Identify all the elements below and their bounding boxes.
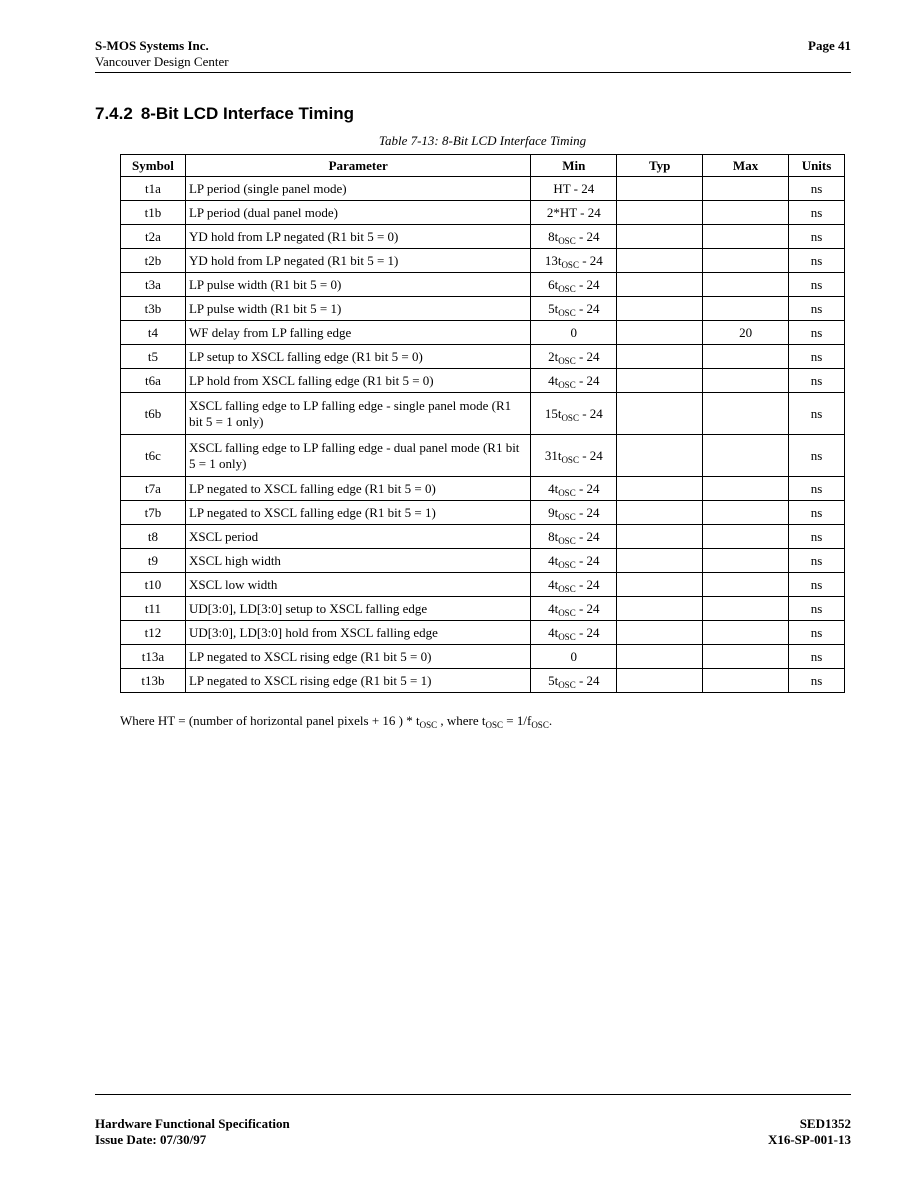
units-cell: ns (789, 369, 845, 393)
min-subscript: OSC (558, 583, 576, 594)
table-row (121, 345, 845, 369)
units-cell: ns (789, 549, 845, 573)
units-cell: ns (789, 525, 845, 549)
typ-cell (617, 645, 703, 669)
min-cell (531, 345, 617, 369)
min-suffix: - 24 (578, 252, 603, 268)
max-cell (703, 177, 789, 201)
max-cell (703, 477, 789, 501)
footnote-subscript: OSC (531, 720, 549, 730)
parameter-cell: LP pulse width (R1 bit 5 = 1) (185, 297, 530, 321)
min-suffix: - 24 (575, 672, 600, 688)
timing-table (120, 154, 845, 693)
section-heading (95, 104, 354, 124)
min-suffix: - 24 (575, 600, 600, 616)
min-suffix: - 24 (575, 276, 600, 292)
issue-date: Issue Date: 07/30/97 (95, 1132, 207, 1147)
symbol-cell: t1a (121, 177, 186, 201)
typ-cell (617, 321, 703, 345)
min-cell (531, 597, 617, 621)
footnote-subscript: OSC (485, 720, 504, 730)
page-header-left (95, 38, 229, 70)
table-row (121, 645, 845, 669)
parameter-cell: LP period (dual panel mode) (185, 201, 530, 225)
min-subscript: OSC (558, 355, 576, 366)
min-suffix: - 24 (575, 576, 600, 592)
parameter-cell: LP negated to XSCL falling edge (R1 bit 5 = 1) (185, 501, 530, 525)
typ-cell (617, 273, 703, 297)
min-suffix: - 24 (575, 552, 600, 568)
parameter-cell: LP period (single panel mode) (185, 177, 530, 201)
max-cell (703, 621, 789, 645)
units-cell: ns (789, 321, 845, 345)
max-cell (703, 369, 789, 393)
footnote-text: = 1/f (503, 713, 532, 728)
min-suffix: - 24 (575, 300, 600, 316)
typ-cell (617, 501, 703, 525)
table-row (121, 525, 845, 549)
min-cell (531, 669, 617, 693)
min-value: 4t (548, 624, 559, 640)
design-center: Vancouver Design Center (95, 54, 229, 69)
symbol-cell: t6a (121, 369, 186, 393)
min-cell (531, 645, 617, 669)
typ-cell (617, 597, 703, 621)
footnote (120, 713, 552, 729)
min-value: 9t (548, 504, 559, 520)
min-subscript: OSC (558, 607, 576, 618)
footnote-subscript: OSC (419, 720, 438, 730)
min-subscript: OSC (561, 454, 579, 465)
min-suffix: - 24 (575, 372, 600, 388)
typ-cell (617, 621, 703, 645)
min-suffix: - 24 (578, 405, 603, 421)
units-cell: ns (789, 597, 845, 621)
min-cell (531, 297, 617, 321)
column-header-parameter: Parameter (185, 155, 530, 177)
min-suffix: - 24 (575, 624, 600, 640)
typ-cell (617, 225, 703, 249)
table-row (121, 321, 845, 345)
parameter-cell: XSCL low width (185, 573, 530, 597)
max-cell (703, 273, 789, 297)
table-row (121, 249, 845, 273)
typ-cell (617, 477, 703, 501)
units-cell: ns (789, 645, 845, 669)
typ-cell (617, 573, 703, 597)
max-cell (703, 549, 789, 573)
min-value: 2*HT - 24 (546, 204, 601, 220)
column-header-max: Max (703, 155, 789, 177)
parameter-cell: WF delay from LP falling edge (185, 321, 530, 345)
max-cell (703, 525, 789, 549)
table-row (121, 621, 845, 645)
min-value: 4t (548, 552, 559, 568)
symbol-cell: t7a (121, 477, 186, 501)
typ-cell (617, 549, 703, 573)
min-cell (531, 369, 617, 393)
table-row (121, 501, 845, 525)
table-header-row (121, 155, 845, 177)
parameter-cell: YD hold from LP negated (R1 bit 5 = 1) (185, 249, 530, 273)
max-cell (703, 669, 789, 693)
min-cell (531, 273, 617, 297)
symbol-cell: t7b (121, 501, 186, 525)
min-value: 4t (548, 600, 559, 616)
units-cell: ns (789, 297, 845, 321)
typ-cell (617, 435, 703, 477)
section-title: 8-Bit LCD Interface Timing (140, 104, 354, 123)
typ-cell (617, 297, 703, 321)
table-row (121, 177, 845, 201)
max-cell (703, 501, 789, 525)
document-number: X16-SP-001-13 (767, 1132, 851, 1147)
min-cell (531, 393, 617, 435)
table-row (121, 597, 845, 621)
column-header-min: Min (531, 155, 617, 177)
table-row (121, 273, 845, 297)
units-cell: ns (789, 249, 845, 273)
min-cell (531, 201, 617, 225)
min-suffix: - 24 (575, 480, 600, 496)
parameter-cell: UD[3:0], LD[3:0] setup to XSCL falling edge (185, 597, 530, 621)
min-cell (531, 525, 617, 549)
min-value: 4t (548, 480, 559, 496)
units-cell: ns (789, 573, 845, 597)
min-value: 8t (548, 528, 559, 544)
min-cell (531, 435, 617, 477)
table-row (121, 669, 845, 693)
symbol-cell: t12 (121, 621, 186, 645)
max-cell (703, 645, 789, 669)
min-cell (531, 225, 617, 249)
table-row (121, 369, 845, 393)
symbol-cell: t8 (121, 525, 186, 549)
typ-cell (617, 201, 703, 225)
table-row (121, 297, 845, 321)
footnote-text: , where t (437, 713, 486, 728)
min-subscript: OSC (558, 487, 576, 498)
parameter-cell: LP pulse width (R1 bit 5 = 0) (185, 273, 530, 297)
units-cell: ns (789, 501, 845, 525)
min-subscript: OSC (558, 307, 576, 318)
min-value: 5t (548, 300, 559, 316)
symbol-cell: t4 (121, 321, 186, 345)
table-row (121, 549, 845, 573)
units-cell: ns (789, 621, 845, 645)
column-header-typ: Typ (617, 155, 703, 177)
min-cell (531, 549, 617, 573)
symbol-cell: t3a (121, 273, 186, 297)
min-cell (531, 501, 617, 525)
symbol-cell: t1b (121, 201, 186, 225)
min-subscript: OSC (558, 235, 576, 246)
section-number: 7.4.2 (95, 104, 133, 123)
min-subscript: OSC (561, 259, 579, 270)
table-row (121, 573, 845, 597)
min-value: 6t (548, 276, 559, 292)
symbol-cell: t13a (121, 645, 186, 669)
table-row (121, 393, 845, 435)
units-cell: ns (789, 435, 845, 477)
symbol-cell: t11 (121, 597, 186, 621)
units-cell: ns (789, 225, 845, 249)
min-cell (531, 321, 617, 345)
min-subscript: OSC (558, 535, 576, 546)
symbol-cell: t6c (121, 435, 186, 477)
typ-cell (617, 393, 703, 435)
typ-cell (617, 249, 703, 273)
max-cell (703, 249, 789, 273)
table-row (121, 225, 845, 249)
units-cell: ns (789, 477, 845, 501)
symbol-cell: t2b (121, 249, 186, 273)
header-divider (95, 72, 851, 73)
min-suffix: - 24 (575, 528, 600, 544)
min-value: 0 (570, 648, 578, 664)
min-value: 31t (544, 447, 562, 463)
parameter-cell: LP setup to XSCL falling edge (R1 bit 5 = 0) (185, 345, 530, 369)
min-subscript: OSC (558, 511, 576, 522)
units-cell: ns (789, 393, 845, 435)
min-subscript: OSC (558, 679, 576, 690)
typ-cell (617, 177, 703, 201)
min-value: 2t (548, 348, 559, 364)
max-cell (703, 345, 789, 369)
min-subscript: OSC (558, 559, 576, 570)
symbol-cell: t13b (121, 669, 186, 693)
typ-cell (617, 525, 703, 549)
parameter-cell: UD[3:0], LD[3:0] hold from XSCL falling edge (185, 621, 530, 645)
max-cell (703, 393, 789, 435)
min-cell (531, 477, 617, 501)
parameter-cell: LP negated to XSCL falling edge (R1 bit 5 = 0) (185, 477, 530, 501)
page-footer-left (95, 1116, 290, 1148)
table-row (121, 201, 845, 225)
symbol-cell: t3b (121, 297, 186, 321)
parameter-cell: LP negated to XSCL rising edge (R1 bit 5 = 0) (185, 645, 530, 669)
min-subscript: OSC (558, 631, 576, 642)
units-cell: ns (789, 177, 845, 201)
min-cell (531, 621, 617, 645)
units-cell: ns (789, 345, 845, 369)
max-cell (703, 435, 789, 477)
min-suffix: - 24 (575, 348, 600, 364)
units-cell: ns (789, 669, 845, 693)
symbol-cell: t10 (121, 573, 186, 597)
max-cell (703, 597, 789, 621)
min-value: 13t (544, 252, 562, 268)
symbol-cell: t5 (121, 345, 186, 369)
typ-cell (617, 345, 703, 369)
min-cell (531, 177, 617, 201)
parameter-cell: XSCL high width (185, 549, 530, 573)
document-title: Hardware Functional Specification (95, 1116, 290, 1131)
timing-table-body (121, 177, 845, 693)
units-cell: ns (789, 273, 845, 297)
min-subscript: OSC (561, 412, 579, 423)
min-value: 0 (570, 324, 578, 340)
table-row (121, 477, 845, 501)
parameter-cell: XSCL falling edge to LP falling edge - single panel mode (R1 bit 5 = 1 only) (185, 393, 530, 435)
footer-divider (95, 1094, 851, 1095)
product-code: SED1352 (799, 1116, 851, 1131)
company-name: S-MOS Systems Inc. (95, 38, 209, 53)
symbol-cell: t6b (121, 393, 186, 435)
parameter-cell: LP hold from XSCL falling edge (R1 bit 5 = 0) (185, 369, 530, 393)
min-suffix: - 24 (578, 447, 603, 463)
min-value: 4t (548, 576, 559, 592)
parameter-cell: LP negated to XSCL rising edge (R1 bit 5 = 1) (185, 669, 530, 693)
min-cell (531, 249, 617, 273)
symbol-cell: t9 (121, 549, 186, 573)
column-header-units: Units (789, 155, 845, 177)
min-subscript: OSC (558, 379, 576, 390)
min-subscript: OSC (558, 283, 576, 294)
min-cell (531, 573, 617, 597)
table-caption: Table 7-13: 8-Bit LCD Interface Timing (378, 133, 587, 148)
column-header-symbol: Symbol (121, 155, 186, 177)
min-suffix: - 24 (575, 228, 600, 244)
typ-cell (617, 669, 703, 693)
min-suffix: - 24 (575, 504, 600, 520)
min-value: 15t (544, 405, 562, 421)
parameter-cell: XSCL period (185, 525, 530, 549)
max-cell (703, 573, 789, 597)
min-value: 4t (548, 372, 559, 388)
parameter-cell: YD hold from LP negated (R1 bit 5 = 0) (185, 225, 530, 249)
units-cell: ns (789, 201, 845, 225)
symbol-cell: t2a (121, 225, 186, 249)
min-value: 5t (548, 672, 559, 688)
max-cell (703, 297, 789, 321)
max-cell (703, 225, 789, 249)
typ-cell (617, 369, 703, 393)
footnote-text: . (548, 713, 553, 728)
footnote-text: Where HT = (number of horizontal panel pixels + 16 ) * t (120, 713, 420, 728)
max-cell: 20 (703, 321, 789, 345)
parameter-cell: XSCL falling edge to LP falling edge - dual panel mode (R1 bit 5 = 1 only) (185, 435, 530, 477)
page-number: Page 41 (808, 38, 851, 53)
min-value: HT - 24 (553, 180, 595, 196)
max-cell (703, 201, 789, 225)
min-value: 8t (548, 228, 559, 244)
table-row (121, 435, 845, 477)
page-footer-right (768, 1116, 851, 1148)
